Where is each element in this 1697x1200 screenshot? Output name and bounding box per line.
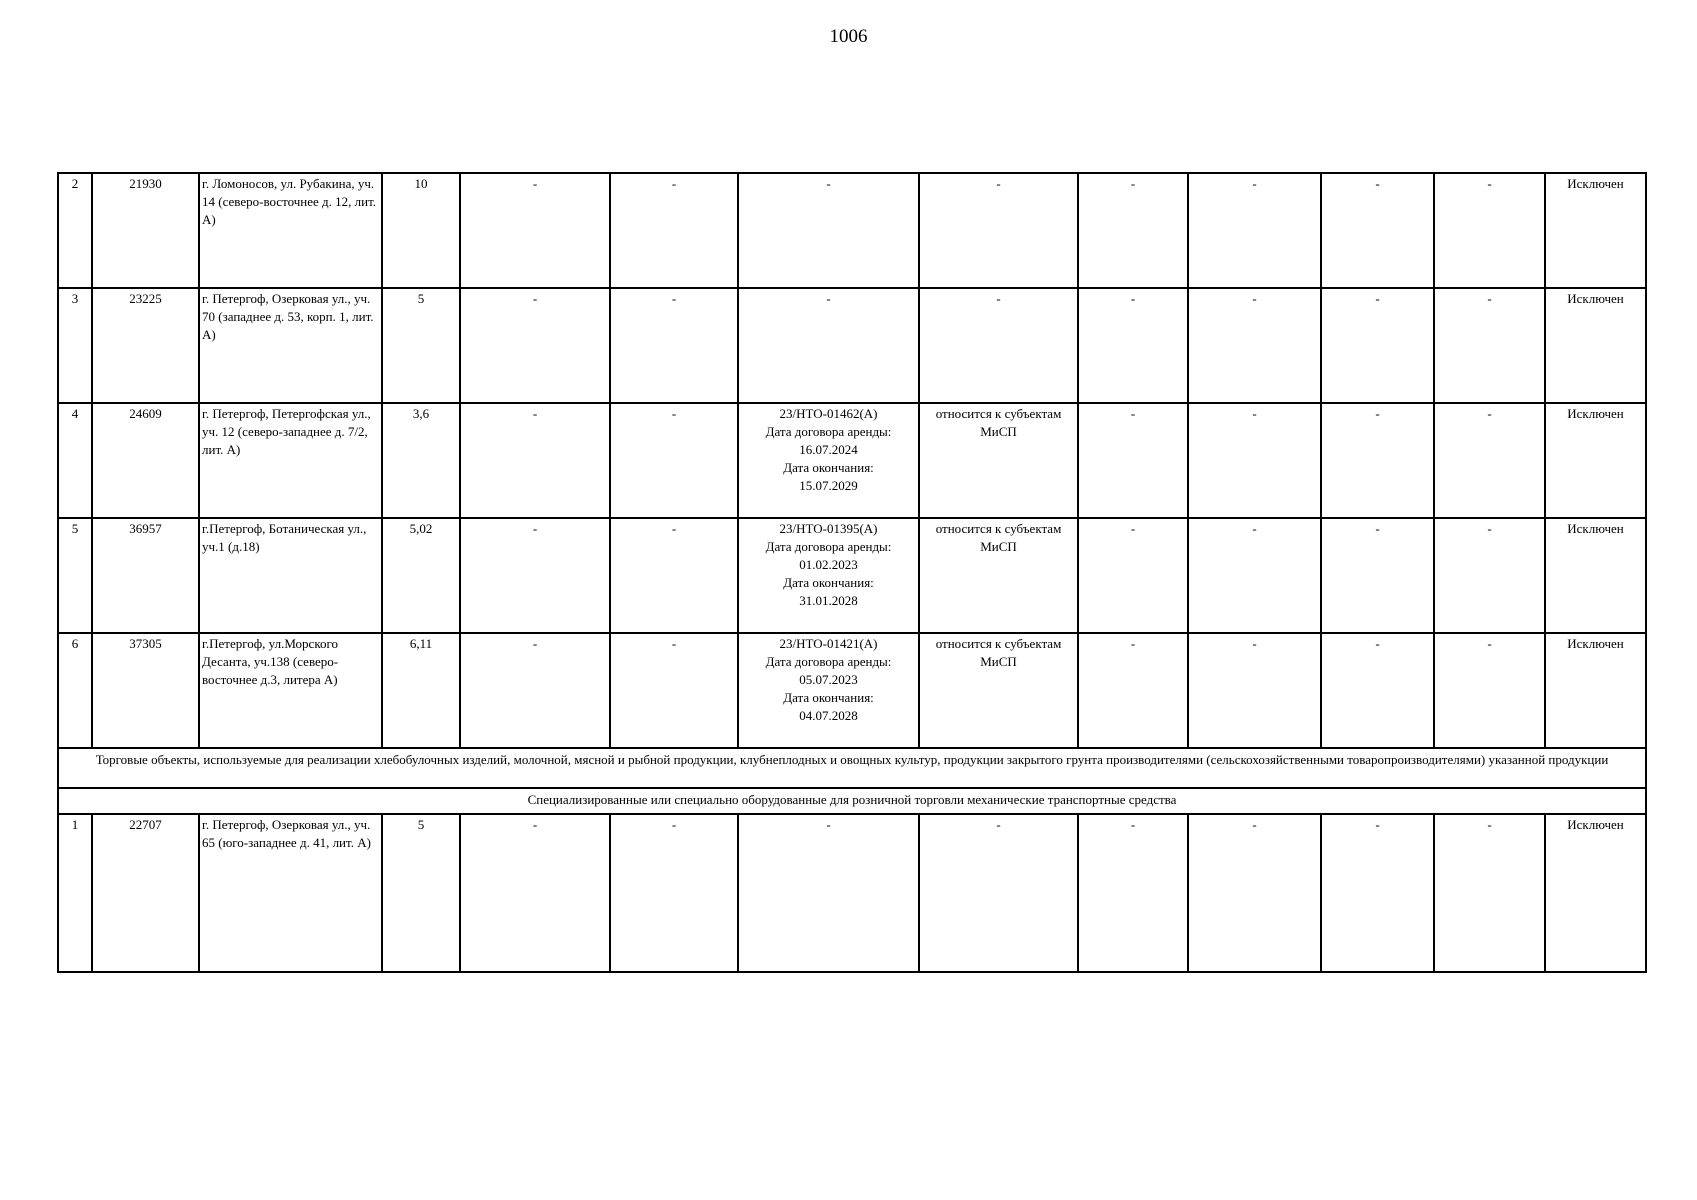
cell-col12: - — [1434, 403, 1545, 518]
cell-col5: - — [460, 633, 610, 748]
contract-date: 01.02.2023 — [799, 557, 858, 572]
cell-col12: - — [1434, 288, 1545, 403]
row-number: 1 — [58, 814, 92, 972]
cell-col10: - — [1188, 173, 1321, 288]
contract-cell — [738, 633, 919, 748]
section-row — [58, 748, 1646, 788]
cell-col9: - — [1078, 173, 1188, 288]
cell-col6: - — [610, 518, 738, 633]
table-row — [58, 633, 1646, 748]
object-id: 24609 — [92, 403, 199, 518]
cell-col12: - — [1434, 518, 1545, 633]
table-row — [58, 173, 1646, 288]
cell-col5: - — [460, 814, 610, 972]
object-id: 23225 — [92, 288, 199, 403]
object-address: г.Петергоф, ул.Морского Десанта, уч.138 (северо-восточнее д.3, литера А) — [199, 633, 382, 748]
contract-cell — [738, 173, 919, 288]
object-id: 36957 — [92, 518, 199, 633]
table-row — [58, 288, 1646, 403]
object-id: 37305 — [92, 633, 199, 748]
contract-end-label: Дата окончания: — [783, 575, 874, 590]
cell-col6: - — [610, 633, 738, 748]
object-area: 6,11 — [382, 633, 460, 748]
object-address: г. Петергоф, Озерковая ул., уч. 65 (юго-западнее д. 41, лит. А) — [199, 814, 382, 972]
object-id: 22707 — [92, 814, 199, 972]
row-number: 4 — [58, 403, 92, 518]
cell-col10: - — [1188, 633, 1321, 748]
status-cell: Исключен — [1545, 518, 1646, 633]
contract-end-label: Дата окончания: — [783, 690, 874, 705]
contract-end-date: 15.07.2029 — [799, 478, 858, 493]
status-cell: Исключен — [1545, 633, 1646, 748]
subject-cell: - — [919, 173, 1078, 288]
cell-col6: - — [610, 403, 738, 518]
object-id: 21930 — [92, 173, 199, 288]
contract-line: - — [826, 176, 831, 191]
cell-col11: - — [1321, 173, 1434, 288]
contract-date-label: Дата договора аренды: — [765, 539, 892, 554]
cell-col5: - — [460, 288, 610, 403]
row-number: 5 — [58, 518, 92, 633]
subject-cell: относится к субъектам МиСП — [919, 633, 1078, 748]
section-heading: Торговые объекты, используемые для реализации хлебобулочных изделий, молочной, мясной и рыбной продукции, клубнеплодных и овощных культур, продукции закрытого грунта производителями (сельскохозяйственными товаропроизводителями) указанной продукции — [58, 748, 1646, 788]
object-area: 3,6 — [382, 403, 460, 518]
subsection-heading: Специализированные или специально оборудованные для розничной торговли механические транспортные средства — [58, 788, 1646, 814]
object-area: 5 — [382, 288, 460, 403]
cell-col9: - — [1078, 633, 1188, 748]
contract-date-label: Дата договора аренды: — [765, 424, 892, 439]
cell-col5: - — [460, 173, 610, 288]
contract-number: 23/НТО-01395(А) — [779, 521, 878, 536]
subject-cell: - — [919, 288, 1078, 403]
table-row — [58, 814, 1646, 972]
contract-date: 05.07.2023 — [799, 672, 858, 687]
cell-col10: - — [1188, 518, 1321, 633]
registry-table — [57, 172, 1647, 973]
cell-col6: - — [610, 288, 738, 403]
contract-line: - — [826, 817, 831, 832]
cell-col12: - — [1434, 814, 1545, 972]
contract-date: 16.07.2024 — [799, 442, 858, 457]
object-area: 5 — [382, 814, 460, 972]
cell-col11: - — [1321, 288, 1434, 403]
object-address: г. Петергоф, Озерковая ул., уч. 70 (западнее д. 53, корп. 1, лит. А) — [199, 288, 382, 403]
cell-col6: - — [610, 814, 738, 972]
cell-col11: - — [1321, 633, 1434, 748]
contract-cell — [738, 403, 919, 518]
contract-line: - — [826, 291, 831, 306]
status-cell: Исключен — [1545, 173, 1646, 288]
contract-end-label: Дата окончания: — [783, 460, 874, 475]
cell-col10: - — [1188, 403, 1321, 518]
object-address: г.Петергоф, Ботаническая ул., уч.1 (д.18) — [199, 518, 382, 633]
contract-date-label: Дата договора аренды: — [765, 654, 892, 669]
contract-number: 23/НТО-01421(А) — [779, 636, 878, 651]
page-number: 1006 — [829, 26, 868, 47]
object-area: 10 — [382, 173, 460, 288]
cell-col5: - — [460, 403, 610, 518]
cell-col12: - — [1434, 633, 1545, 748]
cell-col10: - — [1188, 288, 1321, 403]
row-number: 3 — [58, 288, 92, 403]
cell-col11: - — [1321, 518, 1434, 633]
object-address: г. Петергоф, Петергофская ул., уч. 12 (северо-западнее д. 7/2, лит. А) — [199, 403, 382, 518]
object-address: г. Ломоносов, ул. Рубакина, уч. 14 (северо-восточнее д. 12, лит. А) — [199, 173, 382, 288]
cell-col11: - — [1321, 814, 1434, 972]
table-row — [58, 518, 1646, 633]
subsection-row — [58, 788, 1646, 814]
status-cell: Исключен — [1545, 814, 1646, 972]
cell-col9: - — [1078, 403, 1188, 518]
contract-number: 23/НТО-01462(А) — [779, 406, 878, 421]
contract-cell — [738, 518, 919, 633]
contract-end-date: 04.07.2028 — [799, 708, 858, 723]
cell-col9: - — [1078, 288, 1188, 403]
subject-cell: - — [919, 814, 1078, 972]
status-cell: Исключен — [1545, 288, 1646, 403]
cell-col5: - — [460, 518, 610, 633]
subject-cell: относится к субъектам МиСП — [919, 518, 1078, 633]
cell-col6: - — [610, 173, 738, 288]
contract-cell — [738, 288, 919, 403]
status-cell: Исключен — [1545, 403, 1646, 518]
table-row — [58, 403, 1646, 518]
row-number: 6 — [58, 633, 92, 748]
contract-end-date: 31.01.2028 — [799, 593, 858, 608]
row-number: 2 — [58, 173, 92, 288]
cell-col10: - — [1188, 814, 1321, 972]
cell-col9: - — [1078, 518, 1188, 633]
subject-cell: относится к субъектам МиСП — [919, 403, 1078, 518]
cell-col11: - — [1321, 403, 1434, 518]
contract-cell — [738, 814, 919, 972]
cell-col9: - — [1078, 814, 1188, 972]
cell-col12: - — [1434, 173, 1545, 288]
object-area: 5,02 — [382, 518, 460, 633]
